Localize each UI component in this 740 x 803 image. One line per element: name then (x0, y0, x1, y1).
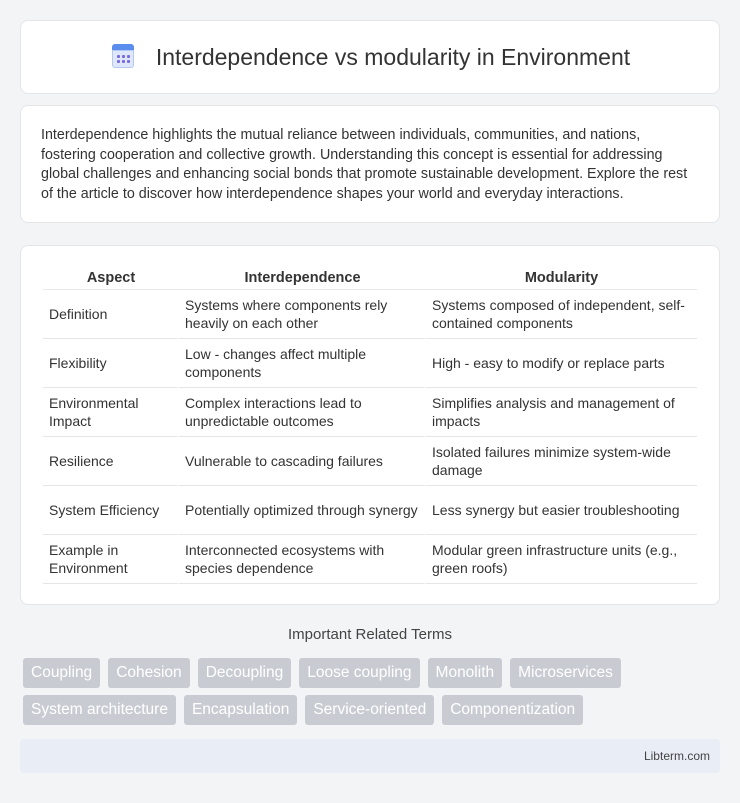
tag-cohesion[interactable]: Cohesion (108, 658, 190, 688)
table-row (43, 486, 697, 535)
row-aspect: System Efficiency (43, 486, 179, 535)
header-card (20, 20, 720, 94)
row-modularity: High - easy to modify or replace parts (426, 339, 697, 388)
related-terms-tags (23, 658, 723, 732)
tag-encapsulation[interactable]: Encapsulation (184, 695, 297, 725)
row-interdependence: Systems where components rely heavily on each other (179, 290, 426, 339)
column-header-modularity: Modularity (426, 266, 697, 290)
related-terms-title: Important Related Terms (288, 626, 452, 643)
tag-monolith[interactable]: Monolith (428, 658, 503, 688)
tag-system-architecture[interactable]: System architecture (23, 695, 176, 725)
tag-loose-coupling[interactable]: Loose coupling (299, 658, 419, 688)
table-row (43, 437, 697, 486)
row-modularity: Simplifies analysis and management of impacts (426, 388, 697, 437)
row-aspect: Flexibility (43, 339, 179, 388)
row-modularity: Modular green infrastructure units (e.g., green roofs) (426, 535, 697, 584)
footer (20, 739, 720, 773)
table-header-row (43, 266, 697, 290)
column-header-aspect: Aspect (43, 266, 179, 290)
column-header-interdependence: Interdependence (179, 266, 426, 290)
row-aspect: Resilience (43, 437, 179, 486)
row-modularity: Less synergy but easier troubleshooting (426, 486, 697, 535)
page-title: Interdependence vs modularity in Environment (155, 43, 631, 70)
intro-text: Interdependence highlights the mutual reliance between individuals, communities, and nations, fostering cooperation and collective growth. Understanding this concept is essential for addressing global challenges and enhancing social bonds that promote sustainable development. Explore the rest of the article to discover how interdependence shapes your world and everyday interactions. (41, 127, 688, 202)
tag-microservices[interactable]: Microservices (510, 658, 621, 688)
tag-row (23, 695, 723, 725)
comparison-table (43, 266, 697, 584)
intro-card (20, 105, 720, 223)
table-row (43, 339, 697, 388)
row-interdependence: Potentially optimized through synergy (179, 486, 426, 535)
row-interdependence: Interconnected ecosystems with species dependence (179, 535, 426, 584)
tag-service-oriented[interactable]: Service-oriented (305, 695, 434, 725)
tag-componentization[interactable]: Componentization (442, 695, 583, 725)
row-interdependence: Low - changes affect multiple components (179, 339, 426, 388)
row-aspect: Environmental Impact (43, 388, 179, 437)
row-interdependence: Complex interactions lead to unpredictable outcomes (179, 388, 426, 437)
row-interdependence: Vulnerable to cascading failures (179, 437, 426, 486)
table-row (43, 388, 697, 437)
footer-site-link[interactable]: Libterm.com (643, 749, 710, 763)
table-row (43, 290, 697, 339)
table-row (43, 535, 697, 584)
comparison-table-card (20, 245, 720, 605)
tag-coupling[interactable]: Coupling (23, 658, 100, 688)
tag-row (23, 658, 723, 688)
row-aspect: Example in Environment (43, 535, 179, 584)
row-modularity: Systems composed of independent, self-contained components (426, 290, 697, 339)
row-aspect: Definition (43, 290, 179, 339)
calculator-icon (110, 44, 136, 70)
row-modularity: Isolated failures minimize system-wide damage (426, 437, 697, 486)
tag-decoupling[interactable]: Decoupling (198, 658, 292, 688)
